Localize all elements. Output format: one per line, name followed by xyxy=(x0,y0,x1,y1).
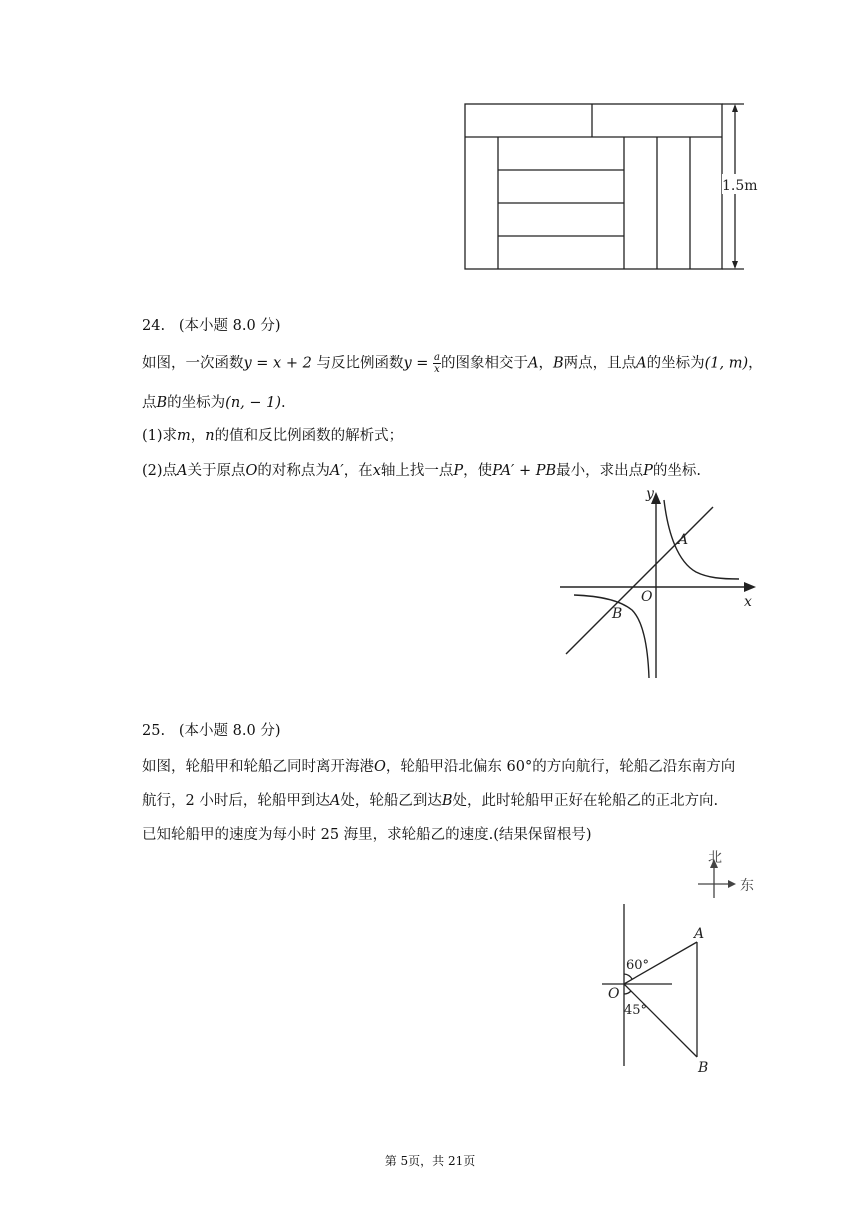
point-label: P xyxy=(453,463,464,479)
text-fragment: ， xyxy=(190,428,206,444)
expression: PA′ + PB xyxy=(492,463,557,479)
point-label: P xyxy=(643,463,653,479)
footer-text: 页，共 xyxy=(408,1154,445,1168)
navigation-figure xyxy=(600,902,730,1082)
linear-equation: y = x + 2 xyxy=(243,355,312,372)
text-fragment: 已知轮船甲的速度为每小时 25 海里，求轮船乙的速度.(结果保留根号) xyxy=(142,827,592,843)
text-fragment: 航行，2 小时后，轮船甲到达 xyxy=(142,793,330,809)
text-fragment: ，轮船甲沿北偏东 60°的方向航行，轮船乙沿东南方向 xyxy=(385,759,736,775)
x-axis-arrow xyxy=(744,582,756,592)
footer-page-number: 第 5 xyxy=(384,1154,409,1168)
q25-header xyxy=(142,721,280,741)
q24-part2 xyxy=(142,461,701,481)
point-b-label: B xyxy=(698,1060,709,1076)
point-label: O xyxy=(245,463,258,479)
origin-label: O xyxy=(641,589,653,605)
point-a-label: A xyxy=(678,532,689,548)
text-fragment: ， xyxy=(748,355,763,372)
tile-figure xyxy=(460,98,770,274)
hyperbola-branch-first-quadrant xyxy=(664,500,739,579)
origin-label: O xyxy=(608,986,620,1002)
text-fragment: 的坐标为 xyxy=(646,355,705,372)
text-fragment: 的坐标为 xyxy=(167,395,226,411)
footer-total-pages: 21 xyxy=(444,1154,464,1168)
q25-line2 xyxy=(142,791,718,811)
q25-line3 xyxy=(142,825,592,845)
text-fragment: 关于原点 xyxy=(187,463,246,479)
linear-function-line xyxy=(566,507,713,654)
text-fragment: (1)求 xyxy=(142,428,178,444)
point-label: O xyxy=(374,759,386,775)
point-label: B xyxy=(552,355,564,372)
fraction-numerator: a xyxy=(434,352,440,363)
footer-text: 页 xyxy=(463,1154,476,1168)
text-fragment: 处，轮船乙到达 xyxy=(340,793,442,809)
text-fragment: 如图，一次函数 xyxy=(142,355,244,372)
coordinate: (1, m) xyxy=(704,355,749,372)
text-fragment: 处，此时轮船甲正好在轮船乙的正北方向. xyxy=(452,793,719,809)
point-label: A xyxy=(636,355,647,372)
point-label: A xyxy=(177,463,188,479)
text-fragment: ，在 xyxy=(343,463,373,479)
q24-part1 xyxy=(142,426,403,446)
tile-outer-frame xyxy=(465,104,722,269)
q24-points: (本小题 8.0 分) xyxy=(178,318,281,334)
text-fragment: 的图象相交于 xyxy=(440,355,528,372)
height-label: 1.5m xyxy=(722,178,758,194)
text-fragment: 的值和反比例函数的解析式； xyxy=(214,428,404,444)
inverse-equation-lhs: y = xyxy=(403,355,434,372)
text-fragment: (2)点 xyxy=(142,463,178,479)
segment-ob xyxy=(624,984,697,1057)
coordinate: (n, − 1) xyxy=(225,395,282,411)
y-axis-label: y xyxy=(646,486,654,502)
north-label: 北 xyxy=(708,850,722,866)
east-label: 东 xyxy=(740,878,754,894)
point-label: A xyxy=(527,355,539,372)
variable: n xyxy=(205,428,215,444)
point-b-label: B xyxy=(612,606,623,622)
text-fragment: ，使 xyxy=(463,463,493,479)
variable: m xyxy=(177,428,191,444)
x-axis-label: x xyxy=(744,594,752,610)
compass-figure xyxy=(690,846,790,902)
text-fragment: 的对称点为 xyxy=(257,463,330,479)
q25-points: (本小题 8.0 分) xyxy=(178,723,281,739)
angle-arc-60 xyxy=(624,974,632,979)
variable: x xyxy=(372,463,381,479)
point-label: A′ xyxy=(329,463,344,479)
text-fragment: ， xyxy=(538,355,553,372)
point-label: B xyxy=(441,793,453,809)
fraction-a-over-x xyxy=(433,352,441,375)
text-fragment: 最小，求出点 xyxy=(556,463,644,479)
fraction-denominator: x xyxy=(434,364,440,375)
q24-number: 24. xyxy=(142,318,166,334)
function-graph-figure xyxy=(556,484,766,684)
angle-arc-45 xyxy=(624,991,631,994)
q24-line2 xyxy=(142,393,286,413)
q24-header xyxy=(142,316,280,336)
q25-line1 xyxy=(142,757,735,777)
text-fragment: 的坐标. xyxy=(652,463,701,479)
text-fragment: 两点，且点 xyxy=(563,355,637,372)
text-fragment: 与反比例函数 xyxy=(311,355,404,372)
text-fragment: . xyxy=(281,395,286,411)
angle-60-label: 60° xyxy=(626,958,650,973)
angle-45-label: 45° xyxy=(624,1003,648,1018)
text-fragment: 轴上找一点 xyxy=(380,463,454,479)
text-fragment: 点 xyxy=(142,395,157,411)
page-footer xyxy=(0,1152,860,1169)
point-label: A xyxy=(329,793,341,809)
q25-number: 25. xyxy=(142,723,166,739)
point-label: B xyxy=(156,395,168,411)
text-fragment: 如图，轮船甲和轮船乙同时离开海港 xyxy=(142,759,374,775)
q24-line1 xyxy=(142,352,763,375)
point-a-label: A xyxy=(694,926,705,942)
